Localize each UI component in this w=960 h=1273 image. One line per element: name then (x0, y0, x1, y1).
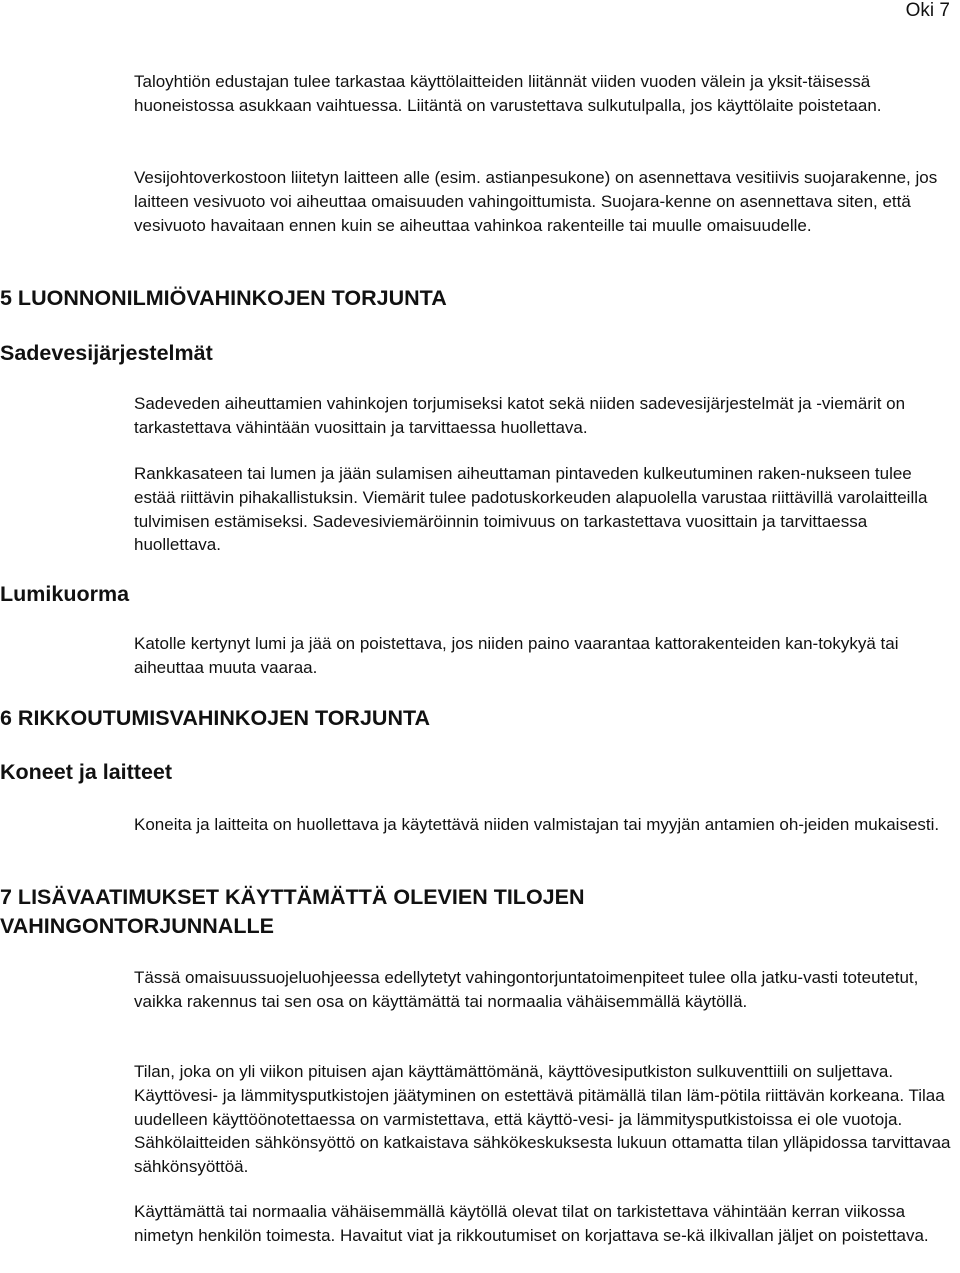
paragraph-machine-maintenance: Koneita ja laitteita on huollettava ja käytettävä niiden valmistajan tai myyjän antamien oh-jeiden mukaisesti. (134, 815, 940, 834)
section-heading-6: 6 RIKKOUTUMISVAHINKOJEN TORJUNTA (0, 706, 431, 730)
page-number-label: Oki 7 (905, 0, 950, 21)
paragraph-roof-inspection: Sadeveden aiheuttamien vahinkojen torjumiseksi katot sekä niiden sadevesijärjestelmät ja -viemärit on tarkastettava vähintään vuosittain ja tarvittaessa huollettava. (134, 394, 906, 437)
subheading-rainwater-systems: Sadevesijärjestelmät (0, 341, 213, 365)
section-heading-5: 5 LUONNONILMIÖVAHINKOJEN TORJUNTA (0, 286, 447, 310)
subheading-machines-devices: Koneet ja laitteet (0, 760, 173, 784)
subheading-snow-load: Lumikuorma (0, 582, 130, 606)
paragraph-connection-inspection: Taloyhtiön edustajan tulee tarkastaa käyttölaitteiden liitännät viiden vuoden välein ja yksit-täisessä huoneistossa asukkaan vaihtuessa. Liitäntä on varustettava sulkutulpalla, jos käyttölaite poistetaan. (134, 72, 882, 115)
paragraph-continuous-measures: Tässä omaisuussuojeluohjeessa edellytetyt vahingontorjuntatoimenpiteet tulee olla jatku-vasti toteutetut, vaikka rakennus tai sen osa on käyttämättä tai normaalia vähäisemmällä käytöllä. (134, 968, 919, 1011)
paragraph-surface-water: Rankkasateen tai lumen ja jään sulamisen aiheuttaman pintaveden kulkeutuminen raken-nukseen tulee estää riittävin pihakallistuksin. Viemärit tulee padotuskorkeuden alapuolella varustaa riittävillä varolaitteilla tulvimisen estämiseksi. Sadevesiviemäröinnin toimivuus on tarkastettava vuosittain ja tarvittaessa huollettava. (134, 464, 928, 555)
paragraph-unused-space-water: Tilan, joka on yli viikon pituisen ajan käyttämättömänä, käyttövesiputkiston sulkuventtiili on suljettava. Käyttövesi- ja lämmitysputkistojen jäätyminen on estettävä pitämällä tilan läm-pötila riittävän korkeana. Tilaa uudelleen käyttöönotettaessa on varmistettava, että käyttö-vesi- ja lämmitysputkistoissa ei ole vuotoja. Sähkölaitteiden sähkönsyöttö on katkaistava sähkökeskuksesta lukuun ottamatta tilan ylläpidossa tarvittavaa sähkönsyöttöä. (134, 1062, 951, 1177)
paragraph-snow-removal: Katolle kertynyt lumi ja jää on poistettava, jos niiden paino vaarantaa kattorakenteiden kan-tokykyä tai aiheuttaa muuta vaaraa. (134, 634, 899, 677)
paragraph-weekly-check: Käyttämättä tai normaalia vähäisemmällä käytöllä olevat tilat on tarkistettava vähintään kerran viikossa nimetyn henkilön toimesta. Havaitut viat ja rikkoutumiset on korjattava se-kä ilkivallan jäljet on poistettava. (134, 1202, 929, 1245)
paragraph-leak-protection: Vesijohtoverkostoon liitetyn laitteen alle (esim. astianpesukone) on asennettava vesitiivis suojarakenne, jos laitteen vesivuoto voi aiheuttaa omaisuuden vahingoittumista. Suojara-kenne on asennettava siten, että vesivuoto havaitaan ennen kuin se aiheuttaa vahinkoa rakenteille tai muulle omaisuudelle. (134, 168, 938, 235)
section-heading-7: 7 LISÄVAATIMUKSET KÄYTTÄMÄTTÄ OLEVIEN TILOJEN VAHINGONTORJUNNALLE (0, 885, 585, 938)
